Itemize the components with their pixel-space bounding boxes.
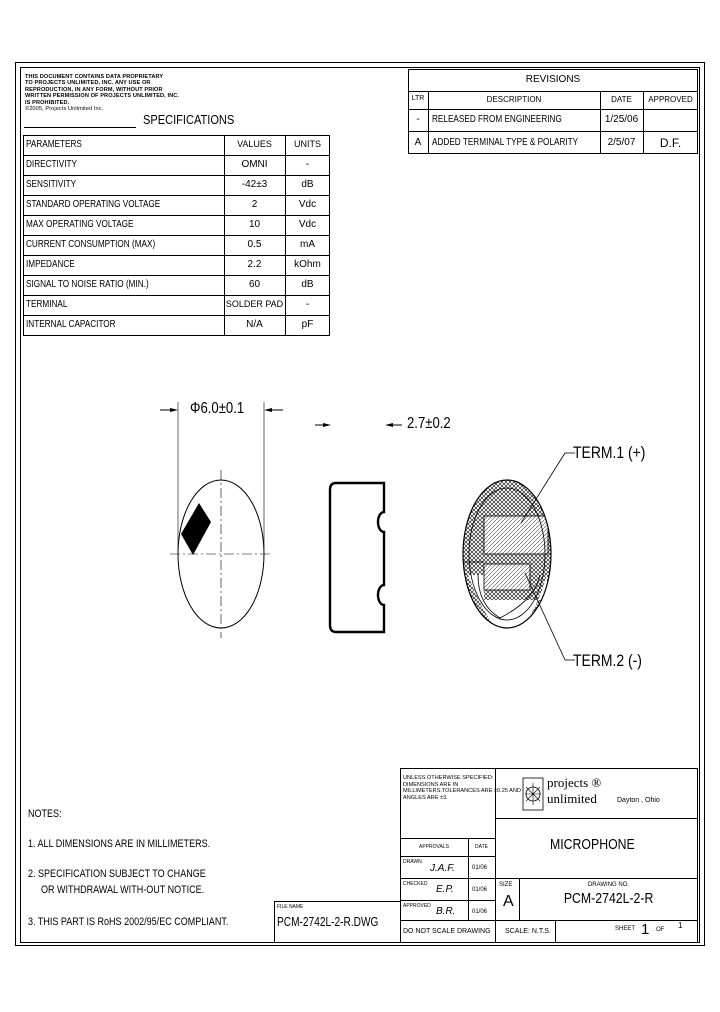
spec-param: SIGNAL TO NOISE RATIO (MIN.) xyxy=(26,279,149,290)
spec-header-units: UNITS xyxy=(294,139,321,149)
file-name-label: FILE NAME xyxy=(277,904,304,910)
do-not-scale: DO NOT SCALE DRAWING xyxy=(403,928,491,935)
company-name-line1: projects ® xyxy=(547,775,602,790)
spec-unit: Vdc xyxy=(298,199,317,210)
rev-header-approved: APPROVED xyxy=(648,95,693,104)
notice-line: TO PROJECTS UNLIMITED, INC. ANY USE OR xyxy=(25,80,151,87)
sheet-label: SHEET xyxy=(615,926,636,932)
note-item: OR WITHDRAWAL WITH-OUT NOTICE. xyxy=(41,884,205,896)
drawn-label: DRAWN xyxy=(403,859,422,865)
file-name: PCM-2742L-2-R.DWG xyxy=(277,914,379,929)
rev-date: 1/25/06 xyxy=(604,114,639,125)
drawing-number-text: PCM-2742L-2-R xyxy=(563,890,654,907)
of-label: OF xyxy=(656,927,665,933)
spec-value: OMNI xyxy=(241,159,268,170)
spec-value: 60 xyxy=(248,279,261,290)
notice-line: THIS DOCUMENT CONTAINS DATA PROPRIETARY xyxy=(25,74,164,80)
spec-value: N/A xyxy=(246,319,263,330)
sheet-number: 1 xyxy=(641,921,650,938)
spec-unit: mA xyxy=(300,239,315,250)
spec-unit: dB xyxy=(301,279,314,290)
revisions-title: REVISIONS xyxy=(525,74,581,85)
tolerance-line: ANGLES ARE ±3. xyxy=(403,794,448,801)
drawn-date: 01/06 xyxy=(472,865,488,871)
spec-param: STANDARD OPERATING VOLTAGE xyxy=(26,199,161,210)
scale: SCALE: N.T.S. xyxy=(505,928,551,935)
approved-label: APPROVED xyxy=(403,903,431,909)
checked-date: 01/06 xyxy=(472,887,488,893)
note-item: 1. ALL DIMENSIONS ARE IN MILLIMETERS. xyxy=(28,838,211,850)
spec-param: MAX OPERATING VOLTAGE xyxy=(26,219,134,230)
rev-description: ADDED TERMINAL TYPE & POLARITY xyxy=(432,137,579,148)
checked-by: E.P. xyxy=(436,884,454,895)
spec-unit: Vdc xyxy=(298,219,317,230)
spec-value: 2.2 xyxy=(247,259,262,270)
spec-header-values: VALUES xyxy=(237,139,272,149)
spec-param: CURRENT CONSUMPTION (MAX) xyxy=(26,239,156,250)
tolerance-line: DIMENSIONS ARE IN xyxy=(403,781,459,788)
specifications-title: SPECIFICATIONS xyxy=(143,112,235,127)
date-header: DATE xyxy=(475,844,488,850)
drawing-number xyxy=(519,890,698,908)
spec-param: TERMINAL xyxy=(26,299,68,310)
approved-by: B.R. xyxy=(436,906,456,917)
notice-line: ©2005, Projects Unlimited Inc. xyxy=(25,106,104,113)
checked-label: CHECKED xyxy=(403,881,428,887)
company-name-line2: unlimited xyxy=(547,791,597,806)
rev-ltr: - xyxy=(416,114,420,125)
spec-param: DIRECTIVITY xyxy=(26,159,78,170)
note-item: 3. THIS PART IS RoHS 2002/95/EC COMPLIANT. xyxy=(28,916,229,928)
spec-value: -42±3 xyxy=(241,179,268,190)
spec-header-parameters: PARAMETERS xyxy=(26,139,82,150)
approvals-header: APPROVALS xyxy=(419,844,449,850)
size-value: A xyxy=(503,893,514,910)
drawing-no-label: DRAWING NO. xyxy=(587,882,630,888)
term2-label: TERM.2 (-) xyxy=(573,651,642,670)
rev-header-ltr: LTR xyxy=(411,95,425,102)
notes-title: NOTES: xyxy=(28,808,62,820)
rev-ltr: A xyxy=(414,137,422,148)
spec-value: 0.5 xyxy=(247,239,262,250)
rev-date: 2/5/07 xyxy=(607,137,636,148)
part-title: MICROPHONE xyxy=(550,836,635,853)
approved-date: 01/06 xyxy=(472,909,488,915)
rev-header-description: DESCRIPTION xyxy=(486,95,542,104)
back-view xyxy=(460,453,575,660)
spec-value: 2 xyxy=(251,199,258,210)
spec-unit: kOhm xyxy=(294,259,321,270)
spec-unit: - xyxy=(305,299,310,310)
company-location: Dayton , Ohio xyxy=(617,797,660,804)
height-dimension-label: 2.7±0.2 xyxy=(407,415,451,432)
spec-value: SOLDER PAD xyxy=(225,299,284,309)
rev-description: RELEASED FROM ENGINEERING xyxy=(432,114,562,125)
spec-value: 10 xyxy=(248,219,261,230)
drawn-by: J.A.F. xyxy=(430,863,455,874)
notice-line: WRITTEN PERMISSION OF PROJECTS UNLIMITED, INC. xyxy=(25,93,180,100)
spec-param: IMPEDANCE xyxy=(26,259,75,270)
term1-label: TERM.1 (+) xyxy=(573,443,646,462)
spec-unit: - xyxy=(305,159,310,170)
tolerance-line: UNLESS OTHERWISE SPECIFIED: xyxy=(403,775,494,781)
size-label: SIZE xyxy=(499,882,513,888)
notice-line: IS PROHIBITED. xyxy=(25,99,70,106)
tolerance-line: MILLIMETERS.TOLERANCES ARE ±0.25 AND xyxy=(403,788,521,795)
spec-param: INTERNAL CAPACITOR xyxy=(26,319,116,330)
tolerance-note xyxy=(403,775,521,801)
notice-line: REPRODUCTION, IN ANY FORM, WITHOUT PRIOR xyxy=(25,86,163,93)
diameter-dimension-label: Φ6.0±0.1 xyxy=(190,400,245,417)
note-item: 2. SPECIFICATION SUBJECT TO CHANGE xyxy=(28,868,206,880)
spec-param: SENSITIVITY xyxy=(26,179,77,190)
sheet-total: 1 xyxy=(678,921,683,930)
side-view xyxy=(315,423,402,632)
rev-approved: D.F. xyxy=(659,136,682,150)
spec-unit: pF xyxy=(301,319,314,330)
rev-header-date: DATE xyxy=(611,95,632,104)
front-view xyxy=(160,402,283,638)
company-logo-icon xyxy=(522,777,544,811)
spec-unit: dB xyxy=(301,179,314,190)
